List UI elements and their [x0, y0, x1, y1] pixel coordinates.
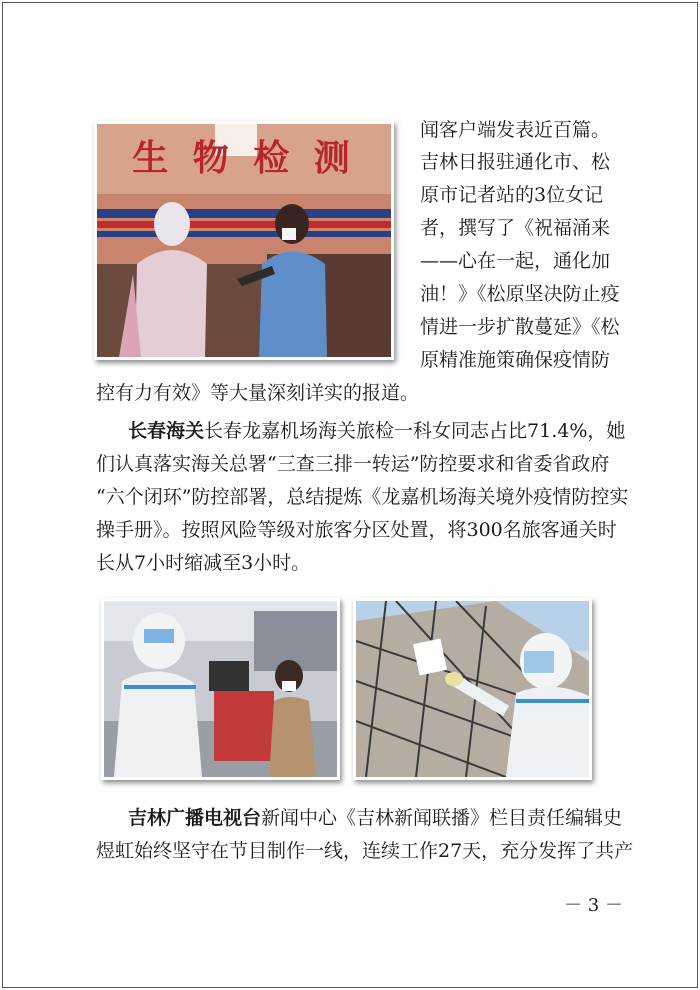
- text-line: 闻客户端发表近百篇。: [420, 119, 611, 141]
- text-line: 情进一步扩散蔓延》《松: [420, 316, 620, 338]
- org-name-broadcast: 吉林广播电视台: [128, 807, 262, 829]
- photo-airport-screening: [101, 598, 340, 780]
- text-line: 原精准施策确保疫情防: [420, 349, 611, 371]
- paragraph-first-line: [128, 806, 622, 830]
- sign-text: 生 物 检 测: [132, 138, 356, 179]
- text-line: 长从7小时缩减至3小时。: [96, 552, 311, 574]
- text-line: “六个闭环”防控部署，总结提炼《龙嘉机场海关境外疫情防控实: [96, 486, 629, 508]
- text-span: 新闻中心《吉林新闻联播》栏目责任编辑史: [261, 807, 623, 829]
- text-line: 煜虹始终坚守在节目制作一线，连续工作27天，充分发挥了共产: [96, 840, 634, 862]
- org-name-customs: 长春海关: [128, 420, 205, 442]
- text-line: 们认真落实海关总署“三查三排一转运”防控要求和省委省政府: [96, 453, 610, 475]
- text-line: 者，撰写了《祝福涌来: [420, 217, 611, 239]
- page-number: － 3 －: [564, 895, 623, 916]
- text-line: 控有力有效》等大量深刻详实的报道。: [96, 382, 420, 404]
- text-line: ——心在一起，通化加: [420, 250, 611, 272]
- photo-cargo-inspection: [353, 598, 592, 780]
- photo-health-check: [94, 121, 394, 360]
- text-line: 操手册》。按照风险等级对旅客分区处置，将300名旅客通关时: [96, 519, 617, 541]
- text-span: 长春龙嘉机场海关旅检一科女同志占比71.4%，她: [204, 420, 626, 442]
- paragraph-first-line: [128, 419, 625, 443]
- text-line: 油！》《松原坚决防止疫: [420, 283, 620, 305]
- text-line: 原市记者站的3位女记: [420, 184, 604, 206]
- text-line: 吉林日报驻通化市、松: [420, 151, 611, 173]
